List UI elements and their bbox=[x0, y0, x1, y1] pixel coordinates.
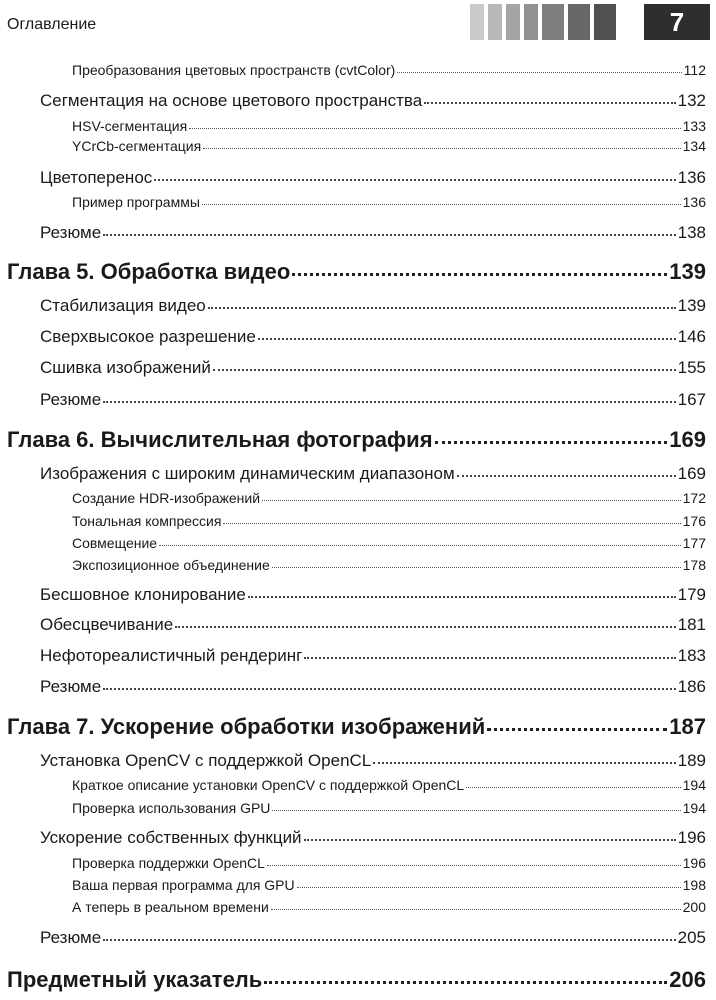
toc-section-entry[interactable] bbox=[40, 358, 706, 378]
toc-section-entry[interactable] bbox=[40, 615, 706, 635]
toc-entry-title: Резюме bbox=[40, 223, 102, 242]
toc-section-entry[interactable] bbox=[40, 296, 706, 316]
dot-leader bbox=[213, 369, 676, 371]
toc-page-number: 206 bbox=[669, 967, 706, 992]
toc-page-number: 179 bbox=[677, 585, 706, 604]
toc-entry-title: Сегментация на основе цветового пространства bbox=[40, 91, 423, 110]
toc-entry-title: Резюме bbox=[40, 390, 102, 409]
toc-page-number: 139 bbox=[677, 296, 706, 315]
dot-leader bbox=[457, 475, 676, 477]
toc-page-number: 183 bbox=[677, 646, 706, 665]
toc-page-number: 177 bbox=[682, 535, 706, 551]
dot-leader bbox=[103, 688, 675, 690]
toc-page-number: 132 bbox=[677, 91, 706, 110]
toc-entry-title: Нефотореалистичный рендеринг bbox=[40, 646, 303, 665]
toc-entry-title: Создание HDR-изображений bbox=[72, 490, 261, 506]
dot-leader bbox=[264, 981, 667, 984]
toc-entry-title: Тональная компрессия bbox=[72, 513, 222, 529]
toc-entry-title: Сверхвысокое разрешение bbox=[40, 327, 256, 346]
toc-page-number: 200 bbox=[682, 899, 706, 915]
dot-leader bbox=[435, 441, 668, 444]
toc-entry-title: Установка OpenCV с поддержкой OpenCL bbox=[40, 751, 372, 770]
toc-subsection-entry[interactable] bbox=[72, 513, 706, 529]
toc-entry-title: А теперь в реальном времени bbox=[72, 899, 269, 915]
toc-chapter-entry[interactable] bbox=[7, 967, 706, 993]
toc-section-entry[interactable] bbox=[40, 646, 706, 666]
page-number-badge: 7 bbox=[644, 4, 710, 40]
toc-page-number: 172 bbox=[682, 490, 706, 506]
dot-leader bbox=[202, 204, 681, 205]
toc-page-number: 133 bbox=[682, 118, 706, 134]
toc-page-number: 169 bbox=[669, 427, 706, 452]
toc-page-number: 136 bbox=[682, 194, 706, 210]
toc-page-number: 155 bbox=[677, 358, 706, 377]
toc-entry-title: Обесцвечивание bbox=[40, 615, 174, 634]
dot-leader bbox=[397, 72, 681, 73]
toc-subsection-entry[interactable] bbox=[72, 118, 706, 134]
toc-subsection-entry[interactable] bbox=[72, 777, 706, 793]
toc-page-number: 196 bbox=[677, 828, 706, 847]
toc-entry-title: Краткое описание установки OpenCV с поддержкой OpenCL bbox=[72, 777, 465, 793]
toc-chapter-entry[interactable] bbox=[7, 427, 706, 453]
toc-entry-title: Экспозиционное объединение bbox=[72, 557, 270, 573]
toc-subsection-entry[interactable] bbox=[72, 557, 706, 573]
toc-section-entry[interactable] bbox=[40, 751, 706, 771]
toc-subsection-entry[interactable] bbox=[72, 535, 706, 551]
toc-page-number: 196 bbox=[682, 855, 706, 871]
toc-section-entry[interactable] bbox=[40, 327, 706, 347]
toc-page-number: 194 bbox=[682, 777, 706, 793]
dot-leader bbox=[258, 338, 676, 340]
toc-page-number: 139 bbox=[669, 259, 706, 284]
dot-leader bbox=[424, 102, 675, 104]
toc-entry-title: HSV-сегментация bbox=[72, 118, 188, 134]
toc-entry-title: Цветоперенос bbox=[40, 168, 153, 187]
dot-leader bbox=[223, 523, 680, 524]
toc-entry-title: Преобразования цветовых пространств (cvtColor) bbox=[72, 62, 396, 78]
toc-section-entry[interactable] bbox=[40, 168, 706, 188]
toc-entry-title: Глава 7. Ускорение обработки изображений bbox=[7, 714, 486, 739]
toc-section-entry[interactable] bbox=[40, 585, 706, 605]
toc-section-entry[interactable] bbox=[40, 223, 706, 243]
toc-entry-title: Резюме bbox=[40, 677, 102, 696]
toc-entry-title: Проверка использования GPU bbox=[72, 800, 271, 816]
dot-leader bbox=[272, 567, 681, 568]
dot-leader bbox=[103, 939, 675, 941]
toc-section-entry[interactable] bbox=[40, 91, 706, 111]
dot-leader bbox=[271, 909, 681, 910]
dot-leader bbox=[466, 787, 680, 788]
toc-page-number: 136 bbox=[677, 168, 706, 187]
toc-subsection-entry[interactable] bbox=[72, 490, 706, 506]
dot-leader bbox=[262, 500, 681, 501]
toc-page-number: 194 bbox=[682, 800, 706, 816]
toc-page-number: 167 bbox=[677, 390, 706, 409]
toc-subsection-entry[interactable] bbox=[72, 62, 706, 78]
toc-entry-title: YCrCb-сегментация bbox=[72, 138, 202, 154]
toc-section-entry[interactable] bbox=[40, 464, 706, 484]
dot-leader bbox=[487, 728, 667, 731]
toc-chapter-entry[interactable] bbox=[7, 259, 706, 285]
toc-page-number: 198 bbox=[682, 877, 706, 893]
toc-page-number: 187 bbox=[669, 714, 706, 739]
toc-entry-title: Изображения с широким динамическим диапазоном bbox=[40, 464, 455, 483]
toc-section-entry[interactable] bbox=[40, 390, 706, 410]
dot-leader bbox=[159, 545, 681, 546]
dot-leader bbox=[208, 307, 676, 309]
toc-section-entry[interactable] bbox=[40, 928, 706, 948]
toc-page-number: 138 bbox=[677, 223, 706, 242]
toc-entry-title: Ускорение собственных функций bbox=[40, 828, 302, 847]
toc-subsection-entry[interactable] bbox=[72, 194, 706, 210]
toc-entry-title: Стабилизация видео bbox=[40, 296, 206, 315]
toc-page-number: 134 bbox=[682, 138, 706, 154]
toc-page-number: 181 bbox=[677, 615, 706, 634]
toc-section-entry[interactable] bbox=[40, 828, 706, 848]
dot-leader bbox=[267, 865, 681, 866]
toc-page-number: 112 bbox=[683, 62, 706, 78]
dot-leader bbox=[373, 762, 675, 764]
dot-leader bbox=[297, 887, 681, 888]
toc-entry-title: Резюме bbox=[40, 928, 102, 947]
toc-page-number: 178 bbox=[682, 557, 706, 573]
toc-subsection-entry[interactable] bbox=[72, 138, 706, 154]
toc-subsection-entry[interactable] bbox=[72, 855, 706, 871]
toc-page-number: 176 bbox=[682, 513, 706, 529]
dot-leader bbox=[154, 179, 675, 181]
running-head-title: Оглавление bbox=[7, 16, 97, 33]
toc-page-number: 169 bbox=[677, 464, 706, 483]
toc-entry-title: Бесшовное клонирование bbox=[40, 585, 246, 604]
toc-subsection-entry[interactable] bbox=[72, 899, 706, 915]
dot-leader bbox=[103, 234, 675, 236]
dot-leader bbox=[189, 128, 680, 129]
dot-leader bbox=[203, 148, 680, 149]
toc-entry-title: Проверка поддержки OpenCL bbox=[72, 855, 265, 871]
toc-entry-title: Глава 5. Обработка видео bbox=[7, 259, 291, 284]
toc-entry-title: Совмещение bbox=[72, 535, 158, 551]
dot-leader bbox=[248, 596, 676, 598]
dot-leader bbox=[304, 839, 676, 841]
toc-entry-title: Глава 6. Вычислительная фотография bbox=[7, 427, 433, 452]
toc-entry-title: Ваша первая программа для GPU bbox=[72, 877, 295, 893]
dot-leader bbox=[292, 273, 667, 276]
toc-subsection-entry[interactable] bbox=[72, 877, 706, 893]
toc-page-number: 189 bbox=[677, 751, 706, 770]
toc-subsection-entry[interactable] bbox=[72, 800, 706, 816]
toc-section-entry[interactable] bbox=[40, 677, 706, 697]
dot-leader bbox=[175, 626, 675, 628]
toc-page-number: 186 bbox=[677, 677, 706, 696]
toc-entry-title: Предметный указатель bbox=[7, 967, 263, 992]
toc-page-number: 205 bbox=[677, 928, 706, 947]
toc-chapter-entry[interactable] bbox=[7, 714, 706, 740]
dot-leader bbox=[304, 657, 675, 659]
toc-entry-title: Пример программы bbox=[72, 194, 200, 210]
toc-entry-title: Сшивка изображений bbox=[40, 358, 211, 377]
toc-page-number: 146 bbox=[677, 327, 706, 346]
dot-leader bbox=[272, 810, 680, 811]
dot-leader bbox=[103, 401, 675, 403]
